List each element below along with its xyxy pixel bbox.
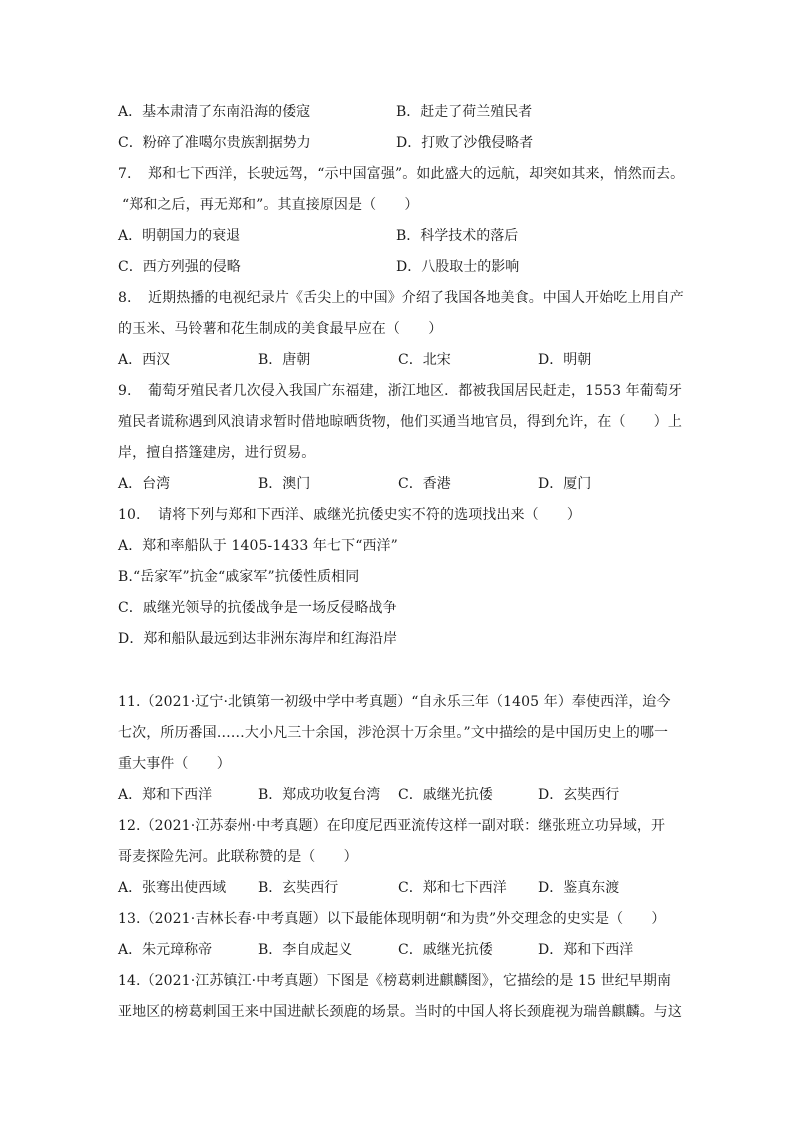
q12-stem-line-1: 12.（2021·江苏泰州·中考真题）在印度尼西亚流传这样一副对联：继张班立功异域，开 <box>118 818 666 834</box>
q7-stem-text-1: 郑和七下西洋，长驶远驾，“示中国富强”。如此盛大的远航，却突如其来，悄然而去。 <box>148 166 685 182</box>
q9-stem-line-3: 岸，擅自搭篷建房，进行贸易。 <box>118 445 316 461</box>
q6-option-d: D．打败了沙俄侵略者 <box>396 135 534 151</box>
q7-option-a: A．明朝国力的衰退 <box>118 228 241 244</box>
q14-stem-line-2: 亚地区的榜葛剌国王来中国进献长颈鹿的场景。当时的中国人将长颈鹿视为瑞兽麒麟。与这 <box>118 1004 682 1020</box>
document-page <box>118 97 685 1028</box>
q10-number: 10. <box>118 507 141 523</box>
q8-option-a: A．西汉 <box>118 352 171 368</box>
q9-stem-text-1: 葡萄牙殖民者几次侵入我国广东福建，浙江地区．都被我国居民赶走，1553 年葡萄牙 <box>148 383 683 399</box>
q11-option-c: C．戚继光抗倭 <box>398 787 493 803</box>
q9-option-a: A．台湾 <box>118 476 171 492</box>
q7-option-b: B．科学技术的落后 <box>396 228 519 244</box>
q10-option-d: D．郑和船队最远到达非洲东海岸和红海沿岸 <box>118 631 398 647</box>
q7-option-c: C．西方列强的侵略 <box>118 259 241 275</box>
q7-options-row-1 <box>118 221 678 252</box>
q9-option-d: D．厦门 <box>538 476 592 492</box>
q6-option-c: C．粉碎了准噶尔贵族割据势力 <box>118 135 311 151</box>
q8-option-d: D．明朝 <box>538 352 592 368</box>
q7-number: 7. <box>118 166 132 182</box>
q7-option-d: D．八股取士的影响 <box>396 259 520 275</box>
q13-option-d: D．郑和下西洋 <box>538 942 634 958</box>
q11-option-d: D．玄奘西行 <box>538 787 620 803</box>
q9-stem-line-2: 殖民者谎称遇到风浪请求暂时借地晾晒货物，他们买通当地官员，得到允许，在（ ）上 <box>118 414 682 430</box>
q10-stem-text-1: 请将下列与郑和下西洋、戚继光抗倭史实不符的选项找出来（ ） <box>158 507 581 523</box>
q8-number: 8. <box>118 290 132 306</box>
q13-option-b: B．李自成起义 <box>258 942 353 958</box>
q13-stem-line-1: 13.（2021·吉林长春·中考真题）以下最能体现明朝“和为贵”外交理念的史实是（ ） <box>118 911 666 927</box>
q10-option-c: C．戚继光领导的抗倭战争是一场反侵略战争 <box>118 600 397 616</box>
q13-option-a: A．朱元璋称帝 <box>118 942 213 958</box>
q12-option-d: D．鉴真东渡 <box>538 880 620 896</box>
q10-stem-line-1 <box>118 500 678 531</box>
q9-stem-line-1 <box>118 376 683 407</box>
q8-option-c: C．北宋 <box>398 352 451 368</box>
q8-stem-line-1 <box>118 283 684 314</box>
q9-options-row <box>118 469 678 500</box>
q12-stem-line-2: 哥麦探险先河。此联称赞的是（ ） <box>118 849 358 865</box>
q11-option-a: A．郑和下西洋 <box>118 787 213 803</box>
q13-option-c: C．戚继光抗倭 <box>398 942 493 958</box>
q10-option-b: B.“岳家军”抗金“戚家军”抗倭性质相同 <box>118 569 360 585</box>
q6-options-row-1 <box>118 97 678 128</box>
q12-option-a: A．张骞出使西域 <box>118 880 227 896</box>
q12-option-b: B．玄奘西行 <box>258 880 339 896</box>
q13-options-row <box>118 935 678 966</box>
q11-options-row <box>118 780 678 811</box>
q8-stem-line-2: 的玉米、马铃薯和花生制成的美食最早应在（ ） <box>118 321 443 337</box>
q10-option-a: A．郑和率船队于 1405-1433 年七下“西洋” <box>118 538 398 554</box>
q8-stem-text-1: 近期热播的电视纪录片《舌尖上的中国》介绍了我国各地美食。中国人开始吃上用自产 <box>148 290 684 306</box>
q12-option-c: C．郑和七下西洋 <box>398 880 507 896</box>
q7-stem-line-2: “郑和之后，再无郑和”。其直接原因是（ ） <box>122 197 419 213</box>
q7-options-row-2 <box>118 252 678 283</box>
section-gap <box>118 655 678 687</box>
q6-option-b: B．赶走了荷兰殖民者 <box>396 104 533 120</box>
q8-options-row <box>118 345 678 376</box>
q11-stem-line-2: 七次，所历番国……大小凡三十余国，涉沧溟十万余里。”文中描绘的是中国历史上的哪一 <box>118 725 669 741</box>
q6-option-a: A．基本肃清了东南沿海的倭寇 <box>118 104 311 120</box>
q9-number: 9. <box>118 383 132 399</box>
q6-options-row-2 <box>118 128 678 159</box>
q9-option-c: C．香港 <box>398 476 451 492</box>
q11-option-b: B．郑成功收复台湾 <box>258 787 381 803</box>
q11-stem-line-3: 重大事件（ ） <box>118 756 231 772</box>
q14-stem-line-1: 14.（2021·江苏镇江·中考真题）下图是《榜葛剌进麒麟图》，它描绘的是 15 世纪早期南 <box>118 973 672 989</box>
q9-option-b: B．澳门 <box>258 476 311 492</box>
q11-stem-line-1: 11.（2021·辽宁·北镇第一初级中学中考真题）“自永乐三年（1405 年）奉使西洋，迨今 <box>118 694 671 710</box>
q8-option-b: B．唐朝 <box>258 352 311 368</box>
q7-stem-line-1 <box>118 159 685 190</box>
q12-options-row <box>118 873 678 904</box>
